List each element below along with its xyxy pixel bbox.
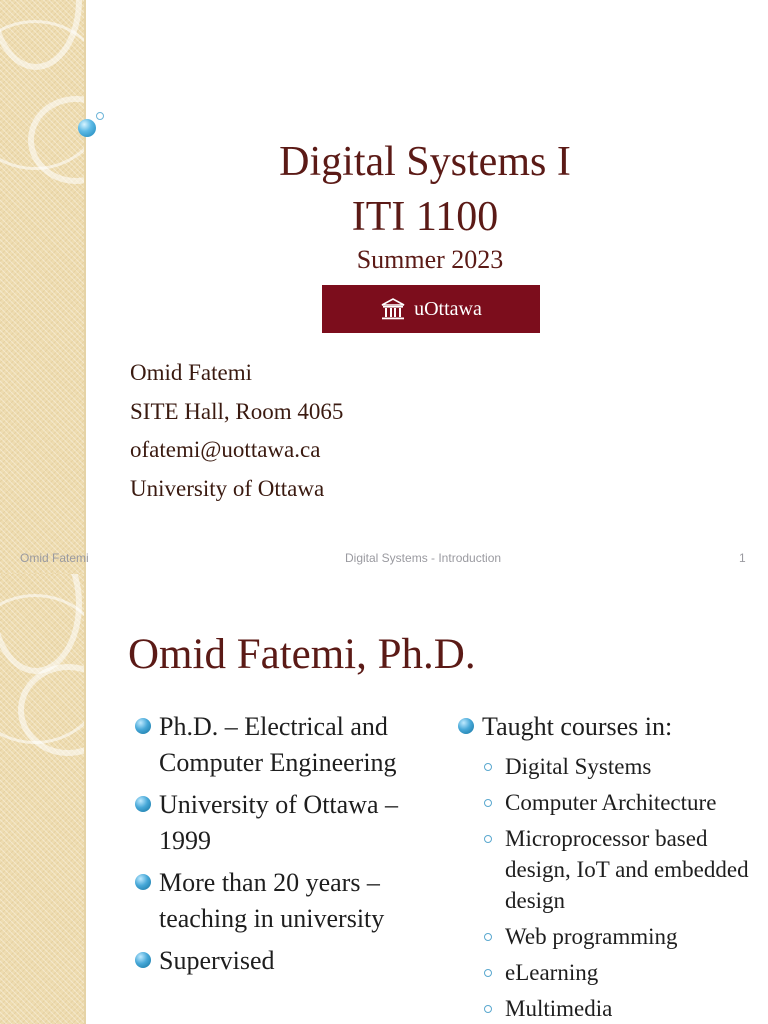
course-item: Microprocessor based design, IoT and embedded design [458, 823, 758, 916]
course-item: Web programming [458, 921, 758, 952]
sub-bullet-icon [484, 933, 492, 941]
course-title: Digital Systems I [279, 139, 571, 185]
decorative-bead-icon [78, 119, 96, 137]
office-location: SITE Hall, Room 4065 [130, 398, 344, 424]
list-item: University of Ottawa – 1999 [135, 787, 425, 859]
course-item: eLearning [458, 957, 758, 988]
list-item: More than 20 years – teaching in university [135, 865, 425, 937]
course-code: ITI 1100 [351, 194, 499, 240]
footer-page-number: 1 [739, 551, 746, 565]
slide-title: Omid Fatemi, Ph.D. [128, 631, 476, 678]
credentials-list [135, 709, 425, 985]
list-item: Taught courses in: [458, 709, 758, 745]
bullet-icon [458, 718, 474, 734]
sub-bullet-icon [484, 763, 492, 771]
bullet-icon [135, 796, 151, 812]
list-item: Supervised [135, 943, 425, 979]
bio-slide [0, 574, 768, 1024]
bullet-icon [135, 874, 151, 890]
contact-info [130, 354, 343, 508]
course-item: Multimedia [458, 993, 758, 1024]
decorative-side-band [0, 574, 84, 1024]
sub-bullet-icon [484, 969, 492, 977]
course-item: Digital Systems [458, 751, 758, 782]
list-item: Ph.D. – Electrical and Computer Engineering [135, 709, 425, 781]
course-term: Summer 2023 [356, 245, 504, 274]
bullet-icon [135, 718, 151, 734]
instructor-name: Omid Fatemi [130, 360, 253, 385]
footer-title: Digital Systems - Introduction [345, 551, 502, 565]
uottawa-logo [322, 285, 540, 333]
building-icon [380, 297, 406, 321]
bullet-icon [135, 952, 151, 968]
sub-bullet-icon [484, 799, 492, 807]
logo-text: uOttawa [414, 297, 482, 320]
course-item: Computer Architecture [458, 787, 758, 818]
courses-list [458, 709, 758, 1024]
sub-bullet-icon [484, 1005, 492, 1013]
email-address: ofatemi@uottawa.ca [130, 437, 321, 462]
sub-bullet-icon [484, 835, 492, 843]
footer-author: Omid Fatemi [20, 551, 89, 565]
university-name: University of Ottawa [130, 475, 325, 501]
decorative-side-band [0, 0, 84, 574]
